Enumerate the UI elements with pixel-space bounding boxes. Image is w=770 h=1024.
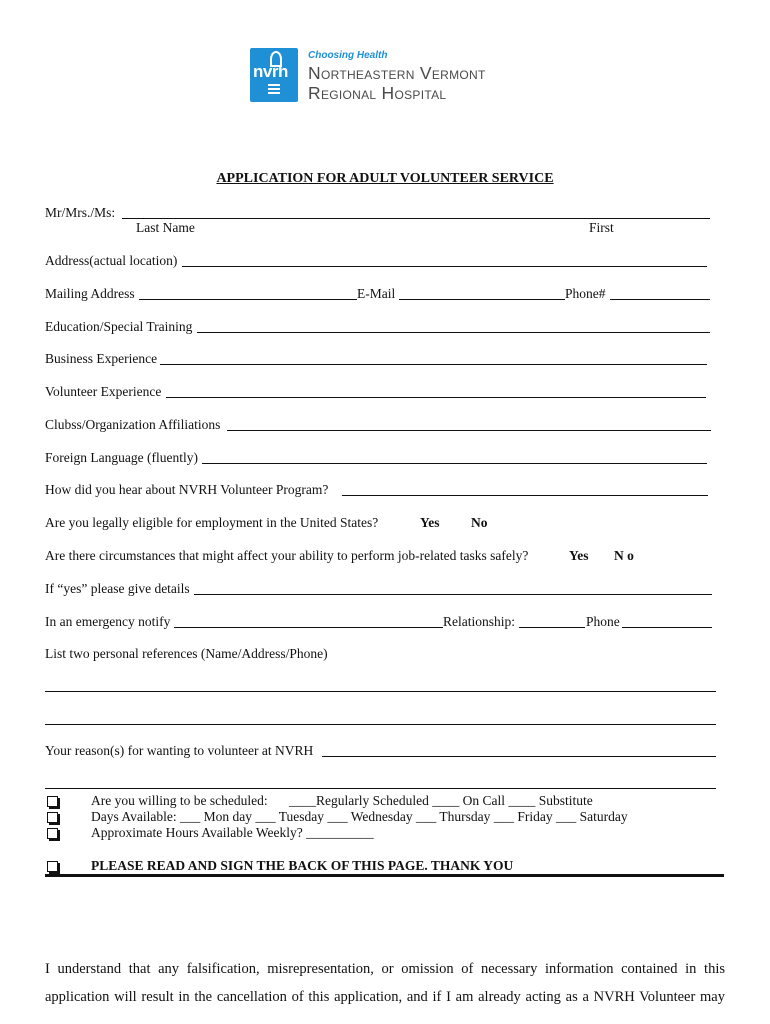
reference-line-1[interactable] (45, 691, 716, 692)
eligible-question: Are you legally eligible for employment in the United States? (45, 515, 379, 530)
reference-line-2[interactable] (45, 724, 716, 725)
details-field[interactable] (194, 594, 712, 595)
references-label: List two personal references (Name/Address/Phone) (45, 646, 328, 661)
emergency-phone-label: Phone (586, 614, 620, 629)
foreign-language-field[interactable] (202, 463, 707, 464)
education-field[interactable] (197, 332, 710, 333)
hours-available[interactable]: Approximate Hours Available Weekly? __________ (91, 825, 374, 840)
section-divider (45, 874, 724, 877)
name-label: Mr/Mrs./Ms: (45, 205, 116, 220)
relationship-field[interactable] (519, 627, 585, 628)
mailing-address-label: Mailing Address (45, 286, 135, 301)
business-experience-label: Business Experience (45, 351, 158, 366)
read-sign-checkbox[interactable] (47, 861, 58, 872)
statement-line-1: I understand that any falsification, misrepresentation, or omission of necessary information contained in this (45, 961, 725, 977)
form-title: APPLICATION FOR ADULT VOLUNTEER SERVICE (216, 171, 554, 186)
mailing-address-field[interactable] (139, 299, 357, 300)
emergency-contact-field[interactable] (174, 627, 443, 628)
foreign-language-label: Foreign Language (fluently) (45, 450, 198, 465)
email-label: E-Mail (357, 286, 396, 301)
reasons-field[interactable] (322, 756, 716, 757)
statement-paragraph (45, 955, 725, 1011)
logo-bars-icon (268, 84, 280, 96)
first-name-caption: First (589, 220, 614, 235)
logo-name-line2: Regional Hospital (308, 83, 447, 103)
relationship-label: Relationship: (443, 614, 515, 629)
circumstances-no-option[interactable]: N o (614, 548, 634, 563)
emergency-contact-label: In an emergency notify (45, 614, 171, 629)
statement-line-2: application will result in the cancellation of this application, and if I am already acting as a NVRH Volunteer may (45, 989, 725, 1005)
education-label: Education/Special Training (45, 319, 193, 334)
clubs-field[interactable] (227, 430, 711, 431)
circumstances-question: Are there circumstances that might affect your ability to perform job-related tasks safely? (45, 548, 529, 563)
address-label: Address(actual location) (45, 253, 178, 268)
schedule-options[interactable]: ____Regularly Scheduled ____ On Call ____ Substitute (289, 793, 593, 808)
business-experience-field[interactable] (160, 364, 707, 365)
address-field[interactable] (182, 266, 707, 267)
schedule-checkbox[interactable] (47, 796, 58, 807)
circumstances-yes-option[interactable]: Yes (569, 548, 589, 563)
hours-checkbox[interactable] (47, 828, 58, 839)
eligible-no-option[interactable]: No (471, 515, 488, 530)
clubs-label: Clubss/Organization Affiliations (45, 417, 221, 432)
reasons-label: Your reason(s) for wanting to volunteer at NVRH (45, 743, 314, 758)
nvrh-logo-mark (250, 48, 298, 102)
volunteer-experience-label: Volunteer Experience (45, 384, 162, 399)
emergency-phone-field[interactable] (622, 627, 712, 628)
logo-tagline: Choosing Health (308, 50, 388, 61)
name-field[interactable] (122, 218, 710, 219)
phone-label: Phone# (565, 286, 606, 301)
last-name-caption: Last Name (136, 220, 195, 235)
email-field[interactable] (399, 299, 565, 300)
hear-about-label: How did you hear about NVRH Volunteer Program? (45, 482, 329, 497)
logo-name-line1: Northeastern Vermont (308, 63, 486, 83)
days-checkbox[interactable] (47, 812, 58, 823)
phone-field[interactable] (610, 299, 710, 300)
reasons-line-2[interactable] (45, 788, 716, 789)
read-sign-notice: PLEASE READ AND SIGN THE BACK OF THIS PAGE. THANK YOU (91, 858, 514, 873)
details-label: If “yes” please give details (45, 581, 190, 596)
eligible-yes-option[interactable]: Yes (420, 515, 440, 530)
volunteer-experience-field[interactable] (166, 397, 706, 398)
hear-about-field[interactable] (342, 495, 708, 496)
schedule-label: Are you willing to be scheduled: (91, 793, 268, 808)
days-available[interactable]: Days Available: ___ Mon day ___ Tuesday ___ Wednesday ___ Thursday ___ Friday ___ Saturday (91, 809, 628, 824)
logo-mark-text: nvrh (253, 62, 288, 81)
